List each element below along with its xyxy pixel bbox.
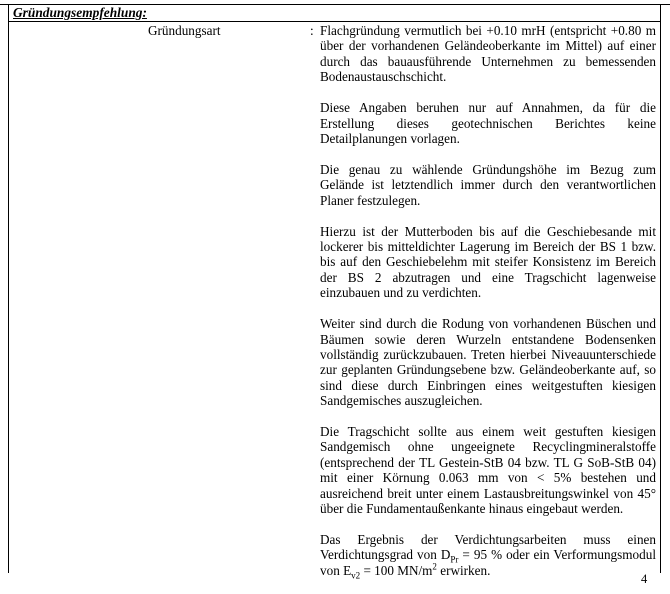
section-heading: Gründungsempfehlung: bbox=[13, 5, 147, 20]
text-run: erwirken. bbox=[436, 562, 491, 578]
text-run: = 95 % oder ein Verformungsmodul von E bbox=[320, 547, 656, 578]
text-run: = 100 MN/m bbox=[360, 562, 433, 578]
text-run: Das Ergebnis der Verdichtungsarbeiten muss einen Verdichtungsgrad von D bbox=[320, 531, 656, 563]
paragraph-6: Die Tragschicht sollte aus einem weit gestuften kiesigen Sandgemisch ohne ungeeignete Recyclingmineralstoffe (entsprechend der TL Gestein-StB 04 bzw. TL G SoB-StB 04) mit einer Körnung 0.063 mm von < 5% bestehen und ausreichend breit unter einem Lastausbreitungswinkel von 45° über die Fundamentaußenkante hinaus eingebaut werden. bbox=[320, 424, 656, 517]
heading-row bbox=[9, 5, 660, 22]
subscript: Pr bbox=[450, 555, 459, 566]
paragraph-3: Die genau zu wählende Gründungshöhe im Bezug zum Gelände ist letztendlich immer durch den verantwortlichen Planer festzulegen. bbox=[320, 161, 656, 208]
field-colon: : bbox=[310, 23, 314, 38]
field-label: Gründungsart bbox=[148, 23, 221, 38]
superscript: 2 bbox=[432, 561, 437, 572]
paragraph-7 bbox=[320, 531, 656, 581]
paragraph-4: Hierzu ist der Mutterboden bis auf die Geschiebesande mit lockerer bis mitteldichter Lagerung im Bereich der BS 1 bzw. bis auf den Geschiebelehm mit steifer Konsistenz im Bereich der BS 2 abzutragen und eine Tragschicht lagenweise einzubauen und zu verdichten. bbox=[320, 223, 656, 301]
document-table bbox=[8, 5, 661, 581]
paragraph-1: Flachgründung vermutlich bei +0.10 mrH (entspricht +0.80 m über der vorhandenen Geländeoberkante im Mittel) auf einer durch das bauausführende Unternehmen zu bemessenden Bodenaustauschschicht. bbox=[320, 23, 656, 85]
paragraph-5: Weiter sind durch die Rodung von vorhandenen Büschen und Bäumen sowie deren Wurzeln entstandene Bodensenken vollständig zurückzubauen. Treten hierbei Niveauunterschiede zur geplanten Gründungsebene bzw. Geländeoberkante auf, so sind diese durch Einbringen eines weitgestuften kiesigen Sandgemisches auszugleichen. bbox=[320, 316, 656, 409]
field-content bbox=[320, 23, 656, 594]
page-number: 4 bbox=[641, 572, 648, 586]
paragraph-2: Diese Angaben beruhen nur auf Annahmen, da für die Erstellung dieses geotechnischen Berichtes keine Detailplanungen vorlagen. bbox=[320, 100, 656, 146]
subscript: v2 bbox=[351, 570, 361, 581]
